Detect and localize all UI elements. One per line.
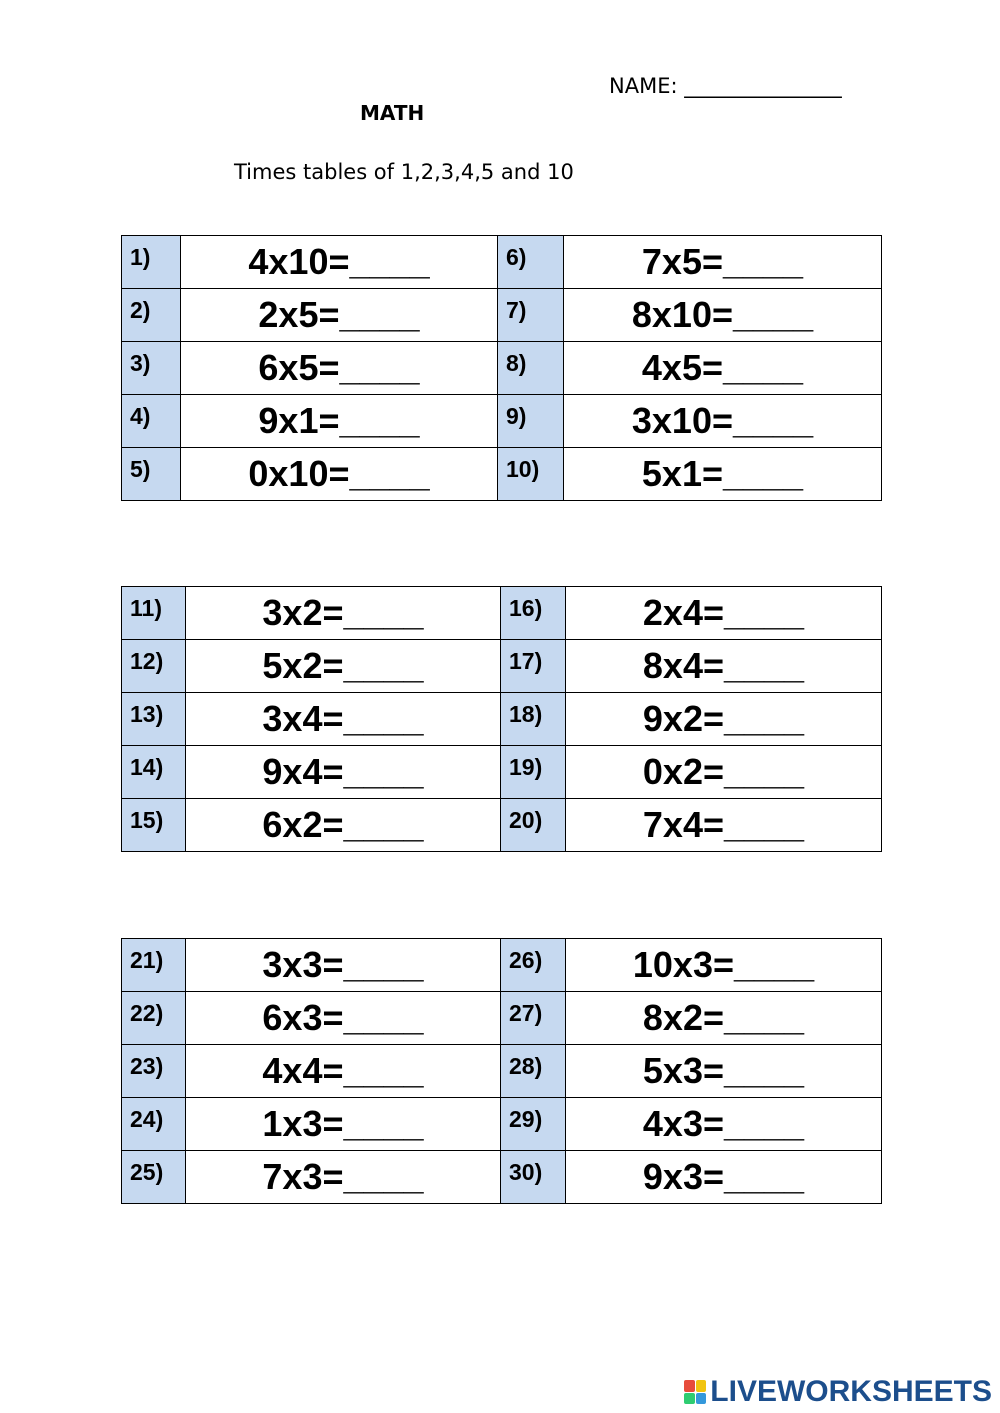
problem-text[interactable]: 7x4=____: [566, 799, 882, 852]
table-row: [122, 746, 882, 799]
problem-text[interactable]: 4x10=____: [181, 236, 498, 289]
problem-table-3: [121, 938, 882, 1204]
problem-text[interactable]: 8x4=____: [566, 640, 882, 693]
problem-text[interactable]: 9x1=____: [181, 395, 498, 448]
table-row: [122, 289, 882, 342]
table-row: [122, 448, 882, 501]
problem-text[interactable]: 9x2=____: [566, 693, 882, 746]
problem-number: 1): [122, 236, 181, 289]
table-row: [122, 693, 882, 746]
problem-text[interactable]: 8x2=____: [566, 992, 882, 1045]
problem-number: 3): [122, 342, 181, 395]
problem-number: 9): [498, 395, 564, 448]
problem-text[interactable]: 10x3=____: [566, 939, 882, 992]
problem-number: 22): [122, 992, 186, 1045]
liveworksheets-logo: [684, 1375, 992, 1409]
problem-number: 17): [501, 640, 566, 693]
problem-text[interactable]: 2x5=____: [181, 289, 498, 342]
table-row: [122, 939, 882, 992]
table-row: [122, 1098, 882, 1151]
problem-text[interactable]: 4x3=____: [566, 1098, 882, 1151]
problem-text[interactable]: 4x5=____: [564, 342, 882, 395]
problem-number: 10): [498, 448, 564, 501]
problem-number: 30): [501, 1151, 566, 1204]
problem-number: 13): [122, 693, 186, 746]
problem-number: 21): [122, 939, 186, 992]
problem-text[interactable]: 3x3=____: [186, 939, 501, 992]
problem-number: 12): [122, 640, 186, 693]
name-field-label: NAME: _______________: [609, 74, 842, 98]
problem-text[interactable]: 6x5=____: [181, 342, 498, 395]
problem-number: 19): [501, 746, 566, 799]
problem-text[interactable]: 5x1=____: [564, 448, 882, 501]
table-row: [122, 640, 882, 693]
problem-text[interactable]: 9x3=____: [566, 1151, 882, 1204]
table-row: [122, 799, 882, 852]
page-title: MATH: [360, 101, 425, 125]
problem-number: 23): [122, 1045, 186, 1098]
problem-number: 4): [122, 395, 181, 448]
logo-text: LIVEWORKSHEETS: [710, 1375, 992, 1408]
problem-number: 20): [501, 799, 566, 852]
problem-table-1: [121, 235, 882, 501]
problem-text[interactable]: 8x10=____: [564, 289, 882, 342]
problem-number: 18): [501, 693, 566, 746]
problem-number: 25): [122, 1151, 186, 1204]
problem-number: 14): [122, 746, 186, 799]
problem-number: 8): [498, 342, 564, 395]
problem-text[interactable]: 9x4=____: [186, 746, 501, 799]
problem-number: 2): [122, 289, 181, 342]
table-row: [122, 992, 882, 1045]
table-row: [122, 1151, 882, 1204]
problem-text[interactable]: 2x4=____: [566, 587, 882, 640]
problem-text[interactable]: 3x4=____: [186, 693, 501, 746]
problem-text[interactable]: 0x2=____: [566, 746, 882, 799]
problem-number: 28): [501, 1045, 566, 1098]
problem-text[interactable]: 4x4=____: [186, 1045, 501, 1098]
table-row: [122, 395, 882, 448]
problem-text[interactable]: 5x2=____: [186, 640, 501, 693]
table-row: [122, 1045, 882, 1098]
problem-text[interactable]: 0x10=____: [181, 448, 498, 501]
problem-number: 26): [501, 939, 566, 992]
problem-text[interactable]: 6x3=____: [186, 992, 501, 1045]
liveworksheets-logo-icon: [684, 1380, 706, 1404]
problem-text[interactable]: 3x2=____: [186, 587, 501, 640]
problem-number: 15): [122, 799, 186, 852]
problem-text[interactable]: 5x3=____: [566, 1045, 882, 1098]
page-subtitle: Times tables of 1,2,3,4,5 and 10: [234, 160, 574, 184]
problem-text[interactable]: 7x3=____: [186, 1151, 501, 1204]
problem-number: 16): [501, 587, 566, 640]
table-row: [122, 587, 882, 640]
table-row: [122, 342, 882, 395]
problem-number: 24): [122, 1098, 186, 1151]
problem-text[interactable]: 1x3=____: [186, 1098, 501, 1151]
problem-number: 7): [498, 289, 564, 342]
problem-number: 29): [501, 1098, 566, 1151]
problem-text[interactable]: 3x10=____: [564, 395, 882, 448]
problem-number: 6): [498, 236, 564, 289]
problem-number: 5): [122, 448, 181, 501]
problem-table-2: [121, 586, 882, 852]
problem-number: 27): [501, 992, 566, 1045]
problem-text[interactable]: 7x5=____: [564, 236, 882, 289]
table-row: [122, 236, 882, 289]
problem-number: 11): [122, 587, 186, 640]
problem-text[interactable]: 6x2=____: [186, 799, 501, 852]
